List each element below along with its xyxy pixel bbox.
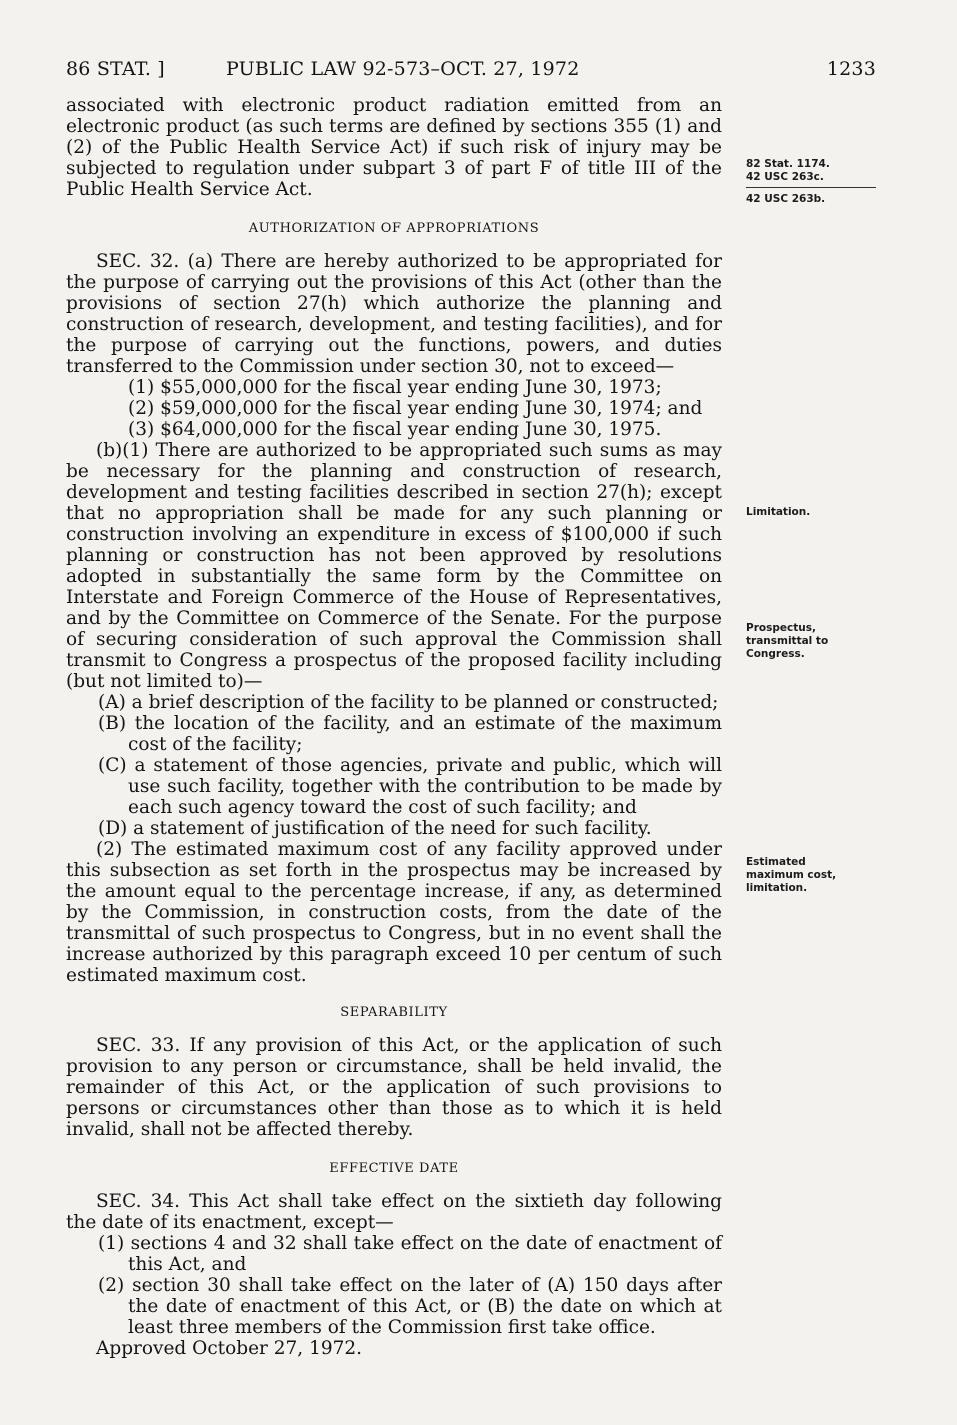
heading-separability: SEPARABILITY (340, 1005, 448, 1020)
law-title: PUBLIC LAW 92-573–OCT. 27, 1972 (226, 58, 580, 80)
margin-usc-citation-2: 42 USC 263b. (746, 193, 826, 205)
section-32-a: SEC. 32. (a) There are hereby authorized to be appropriated for the purpose of carrying out the provisions of this Act (other than the provisions of section 27(h) which authorize the planning and construction of research, development, and testing facilities), and for the purpose of carrying out the functions, powers, and duties transferred to the Commission under section 30, not to exceed— (66, 251, 722, 377)
section-32-a-3: (3) $64,000,000 for the fiscal year ending June 30, 1975. (128, 419, 662, 440)
section-34-2: (2) section 30 shall take effect on the later of (A) 150 days after the date of enactment of this Act, or (B) the date on which at least three members of the Commission first take office. (98, 1275, 722, 1338)
item-b: (B) the location of the facility, and an estimate of the maximum cost of the facility; (98, 713, 722, 755)
item-a: (A) a brief description of the facility to be planned or constructed; (98, 692, 719, 713)
section-33: SEC. 33. If any provision of this Act, or the application of such provision to any person or circumstance, shall be held invalid, the remainder of this Act, or the application of such provisions to persons or circumstances other than those as to which it is held invalid, shall not be affected thereby. (66, 1035, 722, 1140)
margin-stat-citation: 82 Stat. 1174. (746, 158, 830, 170)
margin-note-prospectus: Prospectus, transmittal to Congress. (746, 622, 829, 660)
section-34: SEC. 34. This Act shall take effect on the sixtieth day following the date of its enactment, except— (66, 1191, 722, 1233)
section-32-a-2: (2) $59,000,000 for the fiscal year ending June 30, 1974; and (128, 398, 703, 419)
item-c: (C) a statement of those agencies, private and public, which will use such facility, together with the contribution to be made by each such agency toward the cost of such facility; and (98, 755, 722, 818)
section-32-b-2: (2) The estimated maximum cost of any facility approved under this subsection as set forth in the prospectus may be increased by the amount equal to the percentage increase, if any, as determined by the Commission, in construction costs, from the date of the transmittal of such prospectus to Congress, but in no event shall the increase authorized by this paragraph exceed 10 per centum of such estimated maximum cost. (66, 839, 722, 986)
approval-date: Approved October 27, 1972. (96, 1338, 363, 1359)
heading-authorization-of-appropriations: AUTHORIZATION OF APPROPRIATIONS (248, 221, 540, 236)
margin-usc-citation-1: 42 USC 263c. (746, 171, 824, 183)
statute-reference: 86 STAT. ] (66, 58, 165, 80)
item-d: (D) a statement of justification of the need for such facility. (98, 818, 652, 839)
intro-paragraph: associated with electronic product radiation emitted from an electronic product (as such terms are defined by sections 355 (1) and (2) of the Public Health Service Act) if such risk of injury may be subjected to regulation under subpart 3 of part F of title III of the Public Health Service Act. (66, 95, 722, 200)
page-number: 1233 (826, 58, 876, 80)
margin-note-limitation: Limitation. (746, 506, 811, 518)
body-text (66, 95, 722, 1359)
running-header (66, 58, 876, 88)
margin-rule (746, 187, 876, 188)
margin-note-estimated-cost: Estimated maximum cost, limitation. (746, 856, 837, 894)
section-32-b-1: (b)(1) There are authorized to be appropriated such sums as may be necessary for the planning and construction of research, development and testing facilities described in section 27(h); except that no appropriation shall be made for any such planning or construction involving an expenditure in excess of $100,000 if such planning or construction has not been approved by resolutions adopted in substantially the same form by the Committee on Interstate and Foreign Commerce of the House of Representatives, and by the Committee on Commerce of the Senate. For the purpose of securing consideration of such approval the Commission shall transmit to Congress a prospectus of the proposed facility including (but not limited to)— (66, 440, 722, 692)
section-32-a-1: (1) $55,000,000 for the fiscal year ending June 30, 1973; (128, 377, 662, 398)
heading-effective-date: EFFECTIVE DATE (329, 1161, 459, 1176)
margin-note-citations (746, 158, 886, 206)
section-34-1: (1) sections 4 and 32 shall take effect on the date of enactment of this Act, and (98, 1233, 722, 1275)
